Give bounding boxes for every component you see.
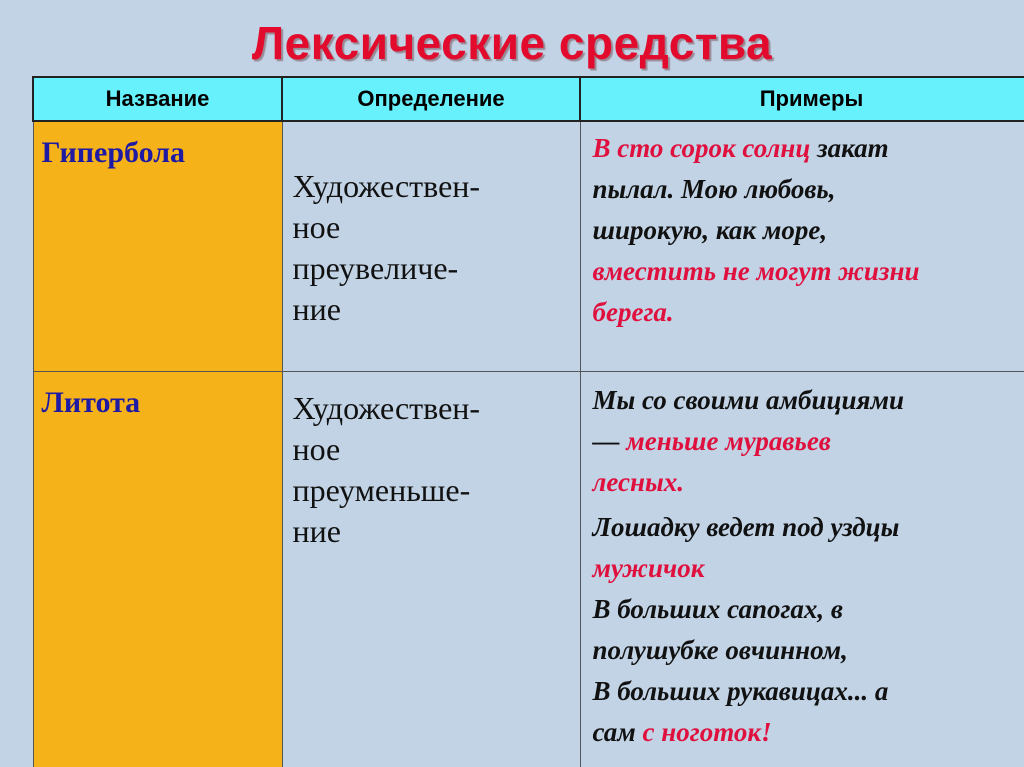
- example-line: [593, 712, 1024, 753]
- definition-line: преуменьше-: [292, 472, 471, 508]
- definition-line: ное: [292, 431, 341, 467]
- example-line: В больших сапогах, в: [592, 594, 843, 624]
- example-hyperbole: [593, 122, 1024, 333]
- definition-line: Художествен-: [292, 390, 481, 426]
- example-text: закат: [810, 133, 889, 163]
- slide-title: Лексические средства: [251, 17, 773, 69]
- dash: —: [592, 426, 627, 456]
- definition-line: ние: [292, 513, 341, 549]
- highlighted-line: берега.: [592, 297, 674, 327]
- lexical-means-table: [32, 76, 1024, 767]
- definition-line: преувеличе-: [292, 250, 459, 286]
- highlighted-line: вместить не могут жизни: [592, 256, 920, 286]
- table-row-litotes: [33, 372, 1024, 767]
- term-hyperbole: Гипербола: [41, 136, 186, 169]
- example-text: сам: [592, 717, 643, 747]
- examples-cell: [580, 121, 1024, 372]
- column-header-definition: Определение: [282, 77, 580, 121]
- example-line: пылал. Мою любовь,: [592, 174, 836, 204]
- term-litotes: Литота: [41, 386, 141, 419]
- example-line: Мы со своими амбициями: [592, 385, 904, 415]
- table-row-hyperbole: [33, 121, 1024, 372]
- highlighted-phrase: В сто сорок солнц: [592, 133, 811, 163]
- table-header-row: [33, 77, 1024, 121]
- definition-line: Художествен-: [292, 168, 481, 204]
- examples-cell: [580, 372, 1024, 767]
- example-line: В больших рукавицах... а: [592, 676, 889, 706]
- definition-line: ное: [292, 209, 341, 245]
- highlighted-line: мужичок: [592, 553, 705, 583]
- name-cell: [33, 372, 282, 767]
- name-cell: [33, 121, 282, 372]
- example-line: [593, 421, 1024, 462]
- definition-line: ние: [292, 291, 341, 327]
- column-header-examples: Примеры: [580, 77, 1024, 121]
- highlighted-phrase: с ноготок!: [642, 717, 772, 747]
- example-line: [593, 128, 1024, 169]
- example-line: Лошадку ведет под уздцы: [592, 512, 900, 542]
- example-line: широкую, как море,: [592, 215, 828, 245]
- column-header-name: Название: [33, 77, 282, 121]
- definition-hyperbole: [293, 122, 580, 330]
- example-litotes: [593, 372, 1024, 753]
- highlighted-phrase: меньше муравьев: [626, 426, 831, 456]
- highlighted-line: лесных.: [592, 467, 684, 497]
- example-line: полушубке овчинном,: [592, 635, 848, 665]
- definition-litotes: [293, 372, 580, 552]
- definition-cell: [282, 372, 580, 767]
- definition-cell: [282, 121, 580, 372]
